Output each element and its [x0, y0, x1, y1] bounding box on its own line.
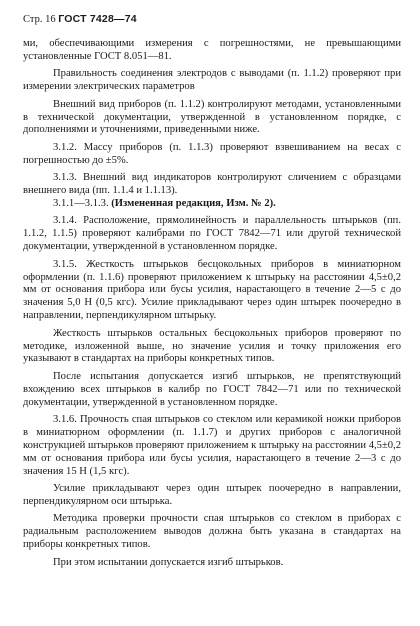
paragraph-force-direction: Усилие прикладывают через один штырек поочередно в направлении, перпендикулярном оси штырька. — [23, 483, 401, 507]
page-header — [23, 13, 137, 26]
paragraph-rigidity-other: Жесткость штырьков остальных бесцокольных приборов проверяют по методике, изложенной выше, но значение усилия и точку приложения его указывают в стандартах на приборы конкретных типов. — [23, 327, 401, 365]
paragraph-3-1-4: 3.1.4. Расположение, прямолинейность и параллельность штырьков (пп. 1.1.2, 1.1.5) проверяют калибрами по ГОСТ 7842—71 или другой технической документации, утвержденной в установленном порядке. — [23, 215, 401, 253]
paragraph-appearance: Внешний вид приборов (п. 1.1.2) контролируют методами, установленными в технической документации, утвержденной в установленном порядке, с дополнениями и уточнениями, приведенными ниже. — [23, 98, 401, 136]
amendment-note: (Измененная редакция, Изм. № 2). — [111, 197, 276, 209]
paragraph-3-1-3: 3.1.3. Внешний вид индикаторов контролируют сличением с образцами внешнего вида (пп. 1.1.4 и 1.1.13). — [23, 172, 401, 197]
paragraph-3-1-5: 3.1.5. Жесткость штырьков бесцокольных приборов в миниатюрном оформлении (п. 1.1.6) проверяют приложением к штырьку на расстоянии 4,5±0,2 мм от основания прибора или бусы усилия, нарастающего в течение 2—5 с до значения 5,0 Н (0,5 кгс). Усилие прикладывают через один штырек поочередно в направлении, перпендикулярном штырьку. — [23, 258, 401, 322]
standard-code: ГОСТ 7428—74 — [58, 13, 137, 25]
page-number: Стр. 16 — [23, 14, 56, 25]
paragraph-3-1-6: 3.1.6. Прочность спая штырьков со стеклом или керамикой ножки приборов в миниатюрном оформлении (п. 1.1.7) и других приборов с аналогичной конструкцией штырьков проверяют приложением к штырьку на расстоянии 4,5±0,2 мм от основания прибора или бусы усилия, нарастающего в течение 2—3 с до значения 15 Н (1,5 кгс). — [23, 414, 401, 477]
paragraph-3-1-2: 3.1.2. Массу приборов (п. 1.1.3) проверяют взвешиванием на весах с погрешностью до ±5%. — [23, 141, 401, 166]
paragraph-bend-allowed: При этом испытании допускается изгиб штырьков. — [53, 556, 284, 568]
paragraph-amendment — [23, 198, 401, 211]
paragraph-method: Методика проверки прочности спая штырьков со стеклом в приборах с радиальным расположением выводов должна быть указана в стандартах на приборы конкретных типов. — [23, 513, 401, 551]
paragraph-after-test: После испытания допускается изгиб штырьков, не препятствующий вхождению всех штырьков в калибр по ГОСТ 7842—71 или по технической документации, утвержденной в установленном порядке. — [23, 370, 401, 408]
paragraph-electrodes: Правильность соединения электродов с выводами (п. 1.1.2) проверяют при измерении электрических параметров — [23, 68, 401, 93]
paragraph-continuation: ми, обеспечивающими измерения с погрешностями, не превышающими установленные ГОСТ 8.051—81. — [23, 38, 401, 62]
document-body — [23, 38, 401, 570]
amendment-range: 3.1.1—3.1.3. — [53, 197, 112, 209]
